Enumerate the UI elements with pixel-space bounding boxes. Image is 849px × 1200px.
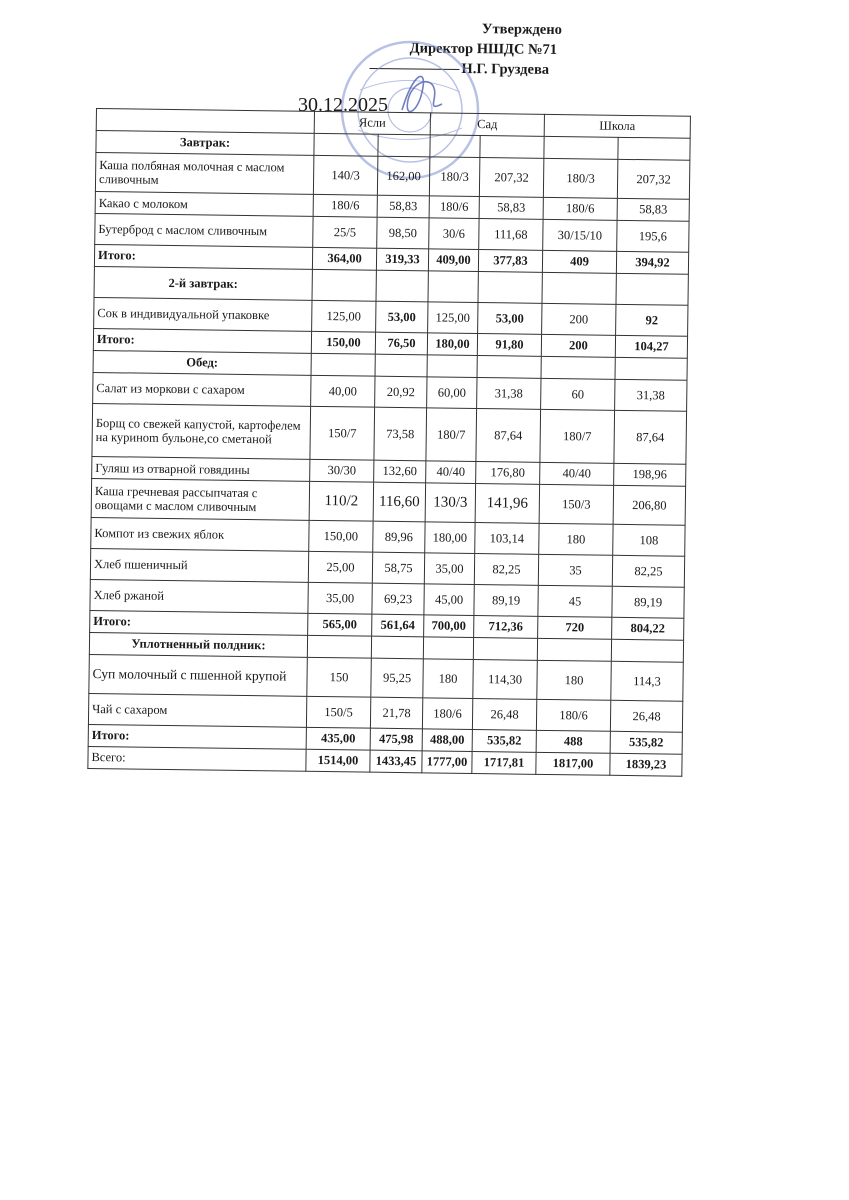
cell: 21,78 — [370, 697, 422, 729]
section-lunch: Обед: — [93, 350, 311, 375]
director-title: Директор НШДС №71 — [409, 40, 558, 58]
cell: 30/6 — [429, 218, 479, 250]
cell: 176,80 — [476, 462, 540, 485]
cell: 108 — [613, 524, 685, 556]
dish-name: Какао с молоком — [95, 191, 313, 216]
cell: 180/7 — [540, 409, 615, 463]
cell: 110/2 — [309, 481, 374, 521]
section-breakfast2: 2-й завтрак: — [94, 266, 312, 300]
cell: 98,50 — [377, 217, 429, 249]
cell: 30/15/10 — [543, 219, 617, 251]
cell: 114,3 — [611, 661, 684, 701]
dish-name: Бутерброд с маслом сливочным — [95, 213, 313, 247]
director-name: Н.Г. Груздева — [461, 60, 550, 78]
cell: 53,00 — [376, 301, 428, 333]
cell: 114,30 — [473, 659, 538, 699]
cell: 60,00 — [427, 377, 477, 409]
total-cell: 76,50 — [375, 332, 427, 355]
cell: 207,32 — [479, 158, 544, 198]
cell: 125,00 — [312, 300, 376, 332]
cell: 58,83 — [377, 195, 429, 218]
grand-total-label: Всего: — [88, 746, 306, 771]
total-cell: 700,00 — [424, 615, 474, 638]
cell: 180/6 — [536, 699, 610, 731]
column-sad: Сад — [430, 113, 544, 136]
grand-total-cell: 1839,23 — [610, 753, 682, 776]
total-cell: 319,33 — [376, 248, 428, 271]
cell: 73,58 — [374, 407, 427, 461]
section-snack: Уплотненный полдник: — [89, 632, 307, 657]
total-cell: 409 — [542, 250, 616, 273]
total-cell: 435,00 — [306, 727, 370, 750]
cell: 150/7 — [310, 406, 375, 460]
dish-name: Хлеб пшеничный — [90, 548, 308, 582]
cell: 89,19 — [612, 586, 684, 618]
cell: 58,75 — [372, 552, 424, 584]
total-cell: 180,00 — [427, 333, 477, 356]
cell: 26,48 — [610, 700, 682, 732]
signature — [402, 76, 442, 111]
cell: 60 — [541, 378, 615, 410]
cell: 180/3 — [429, 157, 480, 197]
cell: 35,00 — [424, 553, 474, 585]
cell: 150/3 — [539, 484, 614, 524]
dish-name: Чай с сахаром — [88, 693, 306, 727]
cell: 31,38 — [615, 379, 687, 411]
cell: 89,96 — [373, 521, 425, 553]
total-cell: 104,27 — [615, 335, 687, 358]
grand-total-cell: 1514,00 — [306, 749, 370, 772]
column-shkola: Школа — [544, 114, 690, 138]
grand-total-cell: 1717,81 — [472, 751, 536, 774]
cell: 200 — [542, 303, 616, 335]
total-cell: 409,00 — [428, 249, 478, 272]
dish-name: Салат из моркови с сахаром — [93, 372, 311, 406]
total-cell: 565,00 — [308, 613, 372, 636]
total-label: Итого: — [94, 244, 312, 269]
total-cell: 150,00 — [311, 331, 375, 354]
cell: 103,14 — [475, 522, 539, 554]
cell: 207,32 — [617, 159, 690, 199]
table-row — [92, 403, 687, 464]
cell: 180 — [537, 660, 612, 700]
cell: 92 — [616, 304, 688, 336]
menu-table — [87, 108, 691, 777]
dish-name: Хлеб ржаной — [90, 579, 308, 613]
cell: 111,68 — [479, 219, 543, 251]
total-label: Итого: — [88, 724, 306, 749]
cell: 180/7 — [426, 408, 477, 462]
cell: 132,60 — [374, 460, 426, 483]
cell: 89,19 — [474, 584, 538, 616]
total-cell: 804,22 — [612, 617, 684, 640]
grand-total-cell: 1777,00 — [422, 751, 472, 774]
cell: 58,83 — [479, 197, 543, 220]
total-cell: 720 — [538, 616, 612, 639]
menu-date: 30.12.2025 — [298, 94, 388, 116]
cell: 69,23 — [372, 583, 424, 615]
cell: 180/3 — [543, 158, 618, 198]
cell: 125,00 — [428, 302, 478, 334]
cell: 150,00 — [309, 520, 373, 552]
cell: 40/40 — [540, 462, 614, 485]
cell: 40/40 — [426, 461, 476, 484]
cell: 180/6 — [429, 196, 479, 219]
dish-name: Каша полбяная молочная с маслом сливочным — [95, 153, 313, 195]
cell: 141,96 — [475, 484, 540, 524]
total-cell: 535,82 — [610, 731, 682, 754]
total-cell: 377,83 — [478, 250, 542, 273]
total-cell: 394,92 — [616, 251, 688, 274]
cell: 53,00 — [478, 303, 542, 335]
cell: 20,92 — [375, 376, 427, 408]
dish-name: Гуляш из отварной говядины — [92, 456, 310, 481]
cell: 180,00 — [425, 522, 475, 554]
total-cell: 712,36 — [474, 615, 538, 638]
cell: 180/6 — [422, 698, 472, 730]
cell: 180/6 — [543, 197, 617, 220]
cell: 87,64 — [476, 409, 541, 463]
approved-label: Утверждено — [481, 21, 562, 39]
cell: 40,00 — [311, 375, 375, 407]
total-cell: 91,80 — [477, 334, 541, 357]
cell: 150 — [307, 657, 372, 697]
total-cell: 364,00 — [312, 247, 376, 270]
total-label: Итого: — [90, 610, 308, 635]
grand-total-cell: 1433,45 — [370, 750, 422, 773]
cell: 198,96 — [614, 463, 686, 486]
cell: 58,83 — [617, 198, 689, 221]
cell: 82,25 — [612, 555, 684, 587]
cell: 35,00 — [308, 582, 372, 614]
cell: 195,6 — [617, 220, 689, 252]
cell: 82,25 — [474, 553, 538, 585]
cell: 31,38 — [477, 378, 541, 410]
cell: 206,80 — [613, 485, 686, 525]
dish-name: Суп молочный с пшенной крупой — [89, 654, 307, 696]
cell: 30/30 — [310, 459, 374, 482]
cell: 140/3 — [313, 155, 378, 195]
dish-name: Борщ со свежей капустой, картофелем на куриноm бульоне,со сметаной — [92, 403, 311, 459]
grand-total-cell: 1817,00 — [536, 752, 610, 775]
section-breakfast: Завтрак: — [96, 131, 314, 156]
total-cell: 535,82 — [472, 729, 536, 752]
cell: 95,25 — [371, 658, 424, 698]
cell: 45,00 — [424, 584, 474, 616]
total-label: Итого: — [93, 328, 311, 353]
cell: 45 — [538, 585, 612, 617]
cell: 130/3 — [425, 483, 476, 523]
total-cell: 488,00 — [422, 729, 472, 752]
total-cell: 200 — [541, 334, 615, 357]
cell: 25/5 — [313, 216, 377, 248]
cell: 180 — [539, 523, 613, 555]
cell: 116,60 — [373, 482, 426, 522]
cell: 87,64 — [614, 410, 687, 464]
cell: 26,48 — [472, 698, 536, 730]
header-empty — [96, 109, 314, 134]
cell: 180 — [423, 659, 474, 699]
total-cell: 475,98 — [370, 728, 422, 751]
cell: 162,00 — [377, 156, 430, 196]
dish-name: Компот из свежих яблок — [91, 517, 309, 551]
menu-table-wrapper — [87, 108, 691, 777]
cell: 35 — [538, 554, 612, 586]
cell: 150/5 — [306, 696, 370, 728]
dish-name: Сок в индивидуальной упаковке — [94, 297, 312, 331]
cell: 180/6 — [313, 194, 377, 217]
total-cell: 561,64 — [372, 614, 424, 637]
column-yasli: Ясли — [314, 111, 430, 135]
total-cell: 488 — [536, 730, 610, 753]
cell: 25,00 — [308, 551, 372, 583]
dish-name: Каша гречневая рассыпчатая с овощами с маслом сливочным — [91, 478, 309, 520]
